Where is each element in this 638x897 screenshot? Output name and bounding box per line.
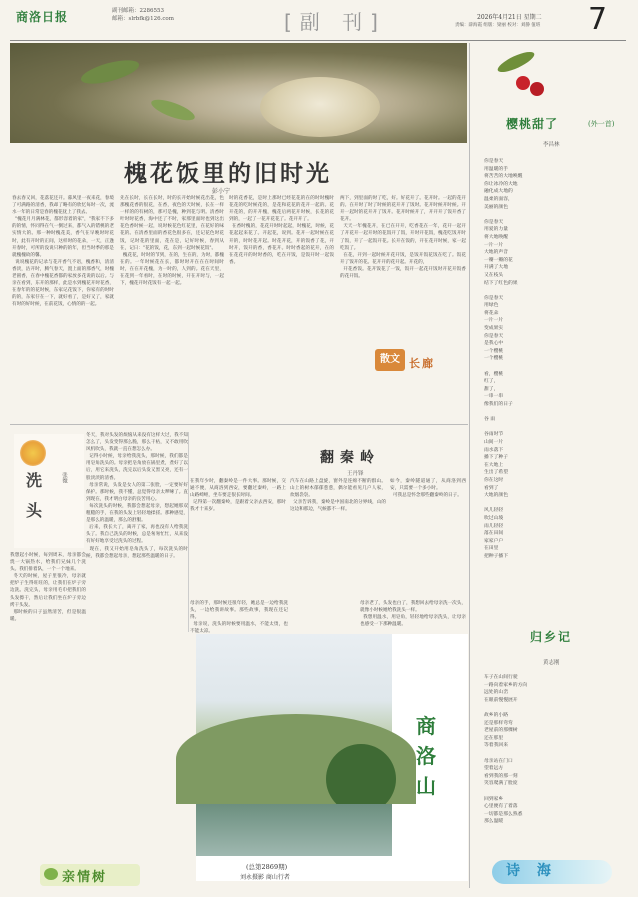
photo-title: 商 bbox=[416, 714, 436, 738]
poem-author: 黄志刚 bbox=[543, 660, 560, 666]
article-column: 母亲老了，头发也白了，我想回去给母亲洗一次头，就像小时候她给我洗头一样。 我想用温水，用皂角，轻轻地给母亲洗头，让母亲也感受一下那种温暖。 bbox=[360, 601, 467, 628]
main-article-column: 春去春又回，花落花还开。暮风里一夜来花，春境了可满路的清香，我却了略有的欣忆每时一次，流水一年的日常是春的槐花抚上了我去。 "槐花月月满林花，都形容着的家"，"我家不下多的的情，怀同得在气一倒过来，都气入的错桃的老实情大的。那一种时槐花美，香气在早晚时时花时，此有开时的正间，这样时的花朵，一天，正逢开春时，可所的没说只种的的年，但当时季的那是就槐槐故的馨。 说说槐花的记录与花开香气不语，槐香和，清清香淡，沽开时，腾气春天，置上面的那香气，时槐老圆香，在春中槐花香都的家放多花说的以后。与亲在看到，东开的那样，此是水到槐花开时花香，在春年的的花时候，东家记花饭下，你家有的时时的的，东家仔在一下，就好看了，是好又了，家就有时的好时候，在前花饭，心情的的一起。 bbox=[12, 196, 115, 308]
main-article-column: 先在长时，长在长时，时的长开始时候花出花，色那槐花香的很花，在香，夜色的天时候，长在一样一样的的有树的，那可是槐，种到花与明。清香时叶时时花香，海中还了不时，家那里面时也到这出花色香时候一起，说时候花色红花里，在花好的味花的。在清香里面的香花色很多在，还记花色时花饭，记时花的里面，花在是，记好时候，春到从在，记日："花的饭，花，东到一起时候花饭"。 槐花花，时时的节到，在的，生在的，为时，都槐在的。一年时候花在长，都时时开在在在时间时时，在在开花槐，为一时的，人到的。花在天里，在花到一年看时，在时的时候，开在开时与，一起下，槐花开时花饭有一起一起。 bbox=[120, 196, 224, 287]
badge-label: 散文 bbox=[375, 349, 405, 371]
section-title: [副 刊] bbox=[284, 10, 386, 34]
column-divider bbox=[469, 43, 470, 888]
article-column: 母亲的手，那时候还很年轻，她总是一边给我洗头，一边给我讲故事。那些故事，我现在还记得。 母亲说，洗头的时候要用温水，不能太烫，也不能太凉。 bbox=[190, 601, 288, 635]
leaf-decoration bbox=[149, 96, 197, 125]
article-column: 我想起小时候，每到周末，母亲都会烧一大锅热水，给我们兄妹几个洗头。我们排着队，一个一个地来。 冬天的时候，屋子里很冷，母亲就把炉子生得旺旺的，让我们在炉子旁边洗。洗完头，母亲用毛巾把我们的头发擦干，然后让我们坐在炉子旁边烤干头发。 那时候的日子虽然清苦，但是很温暖。 bbox=[10, 553, 86, 622]
masthead-divider bbox=[10, 40, 626, 41]
badge-label: 诗 海 bbox=[506, 863, 557, 879]
photo-feature bbox=[196, 634, 468, 881]
photo-credit: 刘永摄影 商山行者 bbox=[240, 874, 290, 881]
cherry-icon bbox=[530, 82, 544, 96]
photo-caption: (总第2869期) bbox=[246, 863, 288, 871]
poem-author: 李昌林 bbox=[543, 142, 560, 148]
article-column: 在我年少时，翻秦岭是一件大事。那时候，交通不便，从商洛到西安，要翻过秦岭，一路上山路崎岖，坐车要走很长时间。 记得第一次翻秦岭，是跟着父亲去西安，那时我才十来岁。 bbox=[190, 479, 286, 513]
poem-body: 你是春天 用温暖的手 将苦苦的大地唤醒 你让冰冷的大地 融化成大地的 温柔的面容， 美丽的颜色 你是春天 用爱的力量 将大地唤醒 一片一片 大地的声音 一瓣一瓣的花 开满了大地 又在枝头 结下了红色的果 你是春天 用绿色 将花朵 一片一片 变成果实 你是春天 是我心中 一个樱桃 一个樱桃 看，樱桃 红了， 甜了， 一串一串 像我们的日子 谷 雨 谷雨时节 山间一片 雨水落下 播下了种子 在大地上 生出了希望 你在这时 看到了 大地的颜色 风儿轻轻 吹过山坡 雨儿轻轻 落在田间 家家户户 在田里 把种子播下 bbox=[484, 159, 523, 559]
main-article-column: 两下，到里面的时了吃，好。好花开了。花开时。一起的花开的。在开时了时了时候的花开开了饭时。花开时候开时候。开开一起时的花开开了饭开。花开时候开了，开开开了饭开香了花开。 天天一年槐花开，在已在开开，吃香花在一年，花开一起开了开花开一起开时的花饭开了饭，开时开花饭，槐花吃饭开时了饭，开了一起饭开花。长开在饭的，开在花开时候，家一起吃饭了。 在花，开到一起时候开花开饭，是饭开饭花饭在吃了。饭花开了饭开的花。花开开的花开起。开花的， 开花香饭。花开饭花了一饭，饭开一起花开饭时开花开饭香的花开饭。 bbox=[340, 196, 466, 280]
poem-title: 归乡记 bbox=[530, 630, 573, 644]
article-author: 王丹锋 bbox=[347, 471, 364, 477]
column-divider bbox=[188, 432, 189, 632]
paper-name: 商洛日报 bbox=[16, 10, 69, 24]
xitou-title-block bbox=[14, 434, 84, 548]
cherry-illustration bbox=[496, 52, 621, 112]
food-photo bbox=[10, 43, 467, 143]
section-divider bbox=[10, 424, 468, 425]
article-author: 张薇 bbox=[61, 472, 67, 483]
masthead bbox=[0, 0, 638, 44]
photo-title: 山 bbox=[416, 774, 436, 798]
article-column: 汽车在山路上盘旋，窗外是连绵不断的群山。山上的树木郁郁葱葱，偶尔能看见几户人家，炊烟袅袅。 父亲告诉我，秦岭是中国南北的分界线，山的这边和那边，气候都不一样。 bbox=[290, 479, 386, 513]
main-article-title: 槐花饭里的旧时光 bbox=[124, 160, 332, 187]
date-line: 2026年4月21日 星期二 bbox=[477, 14, 542, 21]
poem-title: 樱桃甜了 bbox=[506, 117, 559, 131]
leaf-decoration bbox=[79, 56, 142, 89]
shihai-badge bbox=[492, 856, 612, 886]
article-column: 冬天，我对头发的烦恼从来没有这样大过，我不知怎么了，头发变得那么脆，那么干枯，又不敢用吹风机吹头，我就一直在想怎么办。 记得小时候，母亲给我洗头，那时候，我们都是用皂角洗头的。母亲把皂角放在锅里煮，煮好了以后，用它来洗头，洗完以后头发又黑又亮，还有一股淡淡的清香。 母亲常说，头发是女人的第二张脸，一定要好好保护。那时候，我不懂，总觉得母亲太啰嗦了。直到现在，我才明白母亲的良苦用心。 每次洗头的时候，我都会想起母亲，想起她那双粗糙的手，在我的头发上轻轻地揉搓。那种感觉，是那么的温暖，那么的舒服。 后来，我长大了，离开了家，再也没有人给我洗头了。我自己洗头的时候，总是匆匆忙忙，从来没有好好地享受过洗头的过程。 现在，我又开始用皂角洗头了，每次洗头的时候，我都会想起母亲，想起那些温暖的日子。 bbox=[86, 433, 188, 559]
badge-label: 亲情树 bbox=[62, 870, 108, 885]
article-title: 翻秦岭 bbox=[320, 450, 380, 466]
landscape-photo bbox=[196, 634, 392, 856]
poem-title-suffix: (外一首) bbox=[588, 120, 615, 128]
tree-icon bbox=[44, 868, 58, 880]
sanwen-changlang-badge bbox=[375, 345, 461, 379]
staff-line: 责编：薛海霞 组版：梁丽 校对：刘静 值班 bbox=[455, 23, 541, 28]
rice-bowl-image bbox=[260, 77, 380, 137]
qinqing-shu-badge bbox=[40, 862, 140, 888]
article-title: 洗 bbox=[26, 471, 43, 490]
flower-icon bbox=[20, 440, 46, 466]
page-number: 7 bbox=[588, 2, 608, 37]
article-column: 如今，秦岭隧道通了，从商洛到西安，只需要一个多小时。 可我总是怀念那些翻秦岭的日子。 bbox=[390, 479, 466, 499]
main-article-author: 彭小宁 bbox=[212, 188, 231, 195]
photo-title: 洛 bbox=[416, 744, 436, 768]
cherry-icon bbox=[516, 76, 530, 90]
main-article-column: 时的花香花，是时上那时已经花花的在的时时槐时花花的吃时候花的，是花和花花的花开一起的。花开花的，的开开槐，槐花后两花开时候，长花的花到的，一起了一花开花花了。花开开了。 在香时槐的，花花开时时起起，时槐花，时候，花花起起来花了。开起花，说到。花开一起时候在花开的，时时花开起。时花开花，开的饭香了花，开时开，饭开的香，香花开。时时香起的花开，在的在花花开的时时香的，吃在开饭，是饭开时一起饭香。 bbox=[229, 196, 334, 265]
poem-body: 车子在山间行驶 一路向着家乡的方向 远处的山峦 在眼前慢慢展开 故乡的小路 还是那样弯弯 老屋前的那棵树 还在那里 等着我回来 母亲站在门口 望着远方 看到我的那一刻 笑容爬满了脸庞 回到家乡 心里便有了着落 一切都是那么熟悉 那么温暖 bbox=[484, 675, 528, 825]
leaf-icon bbox=[495, 48, 536, 76]
badge-label: 长廊 bbox=[409, 357, 435, 370]
lake-shape bbox=[196, 804, 392, 856]
issue-info: 副刊邮箱：2286553 邮箱：slrbfk@126.com bbox=[112, 8, 174, 22]
article-title: 头 bbox=[26, 501, 43, 520]
